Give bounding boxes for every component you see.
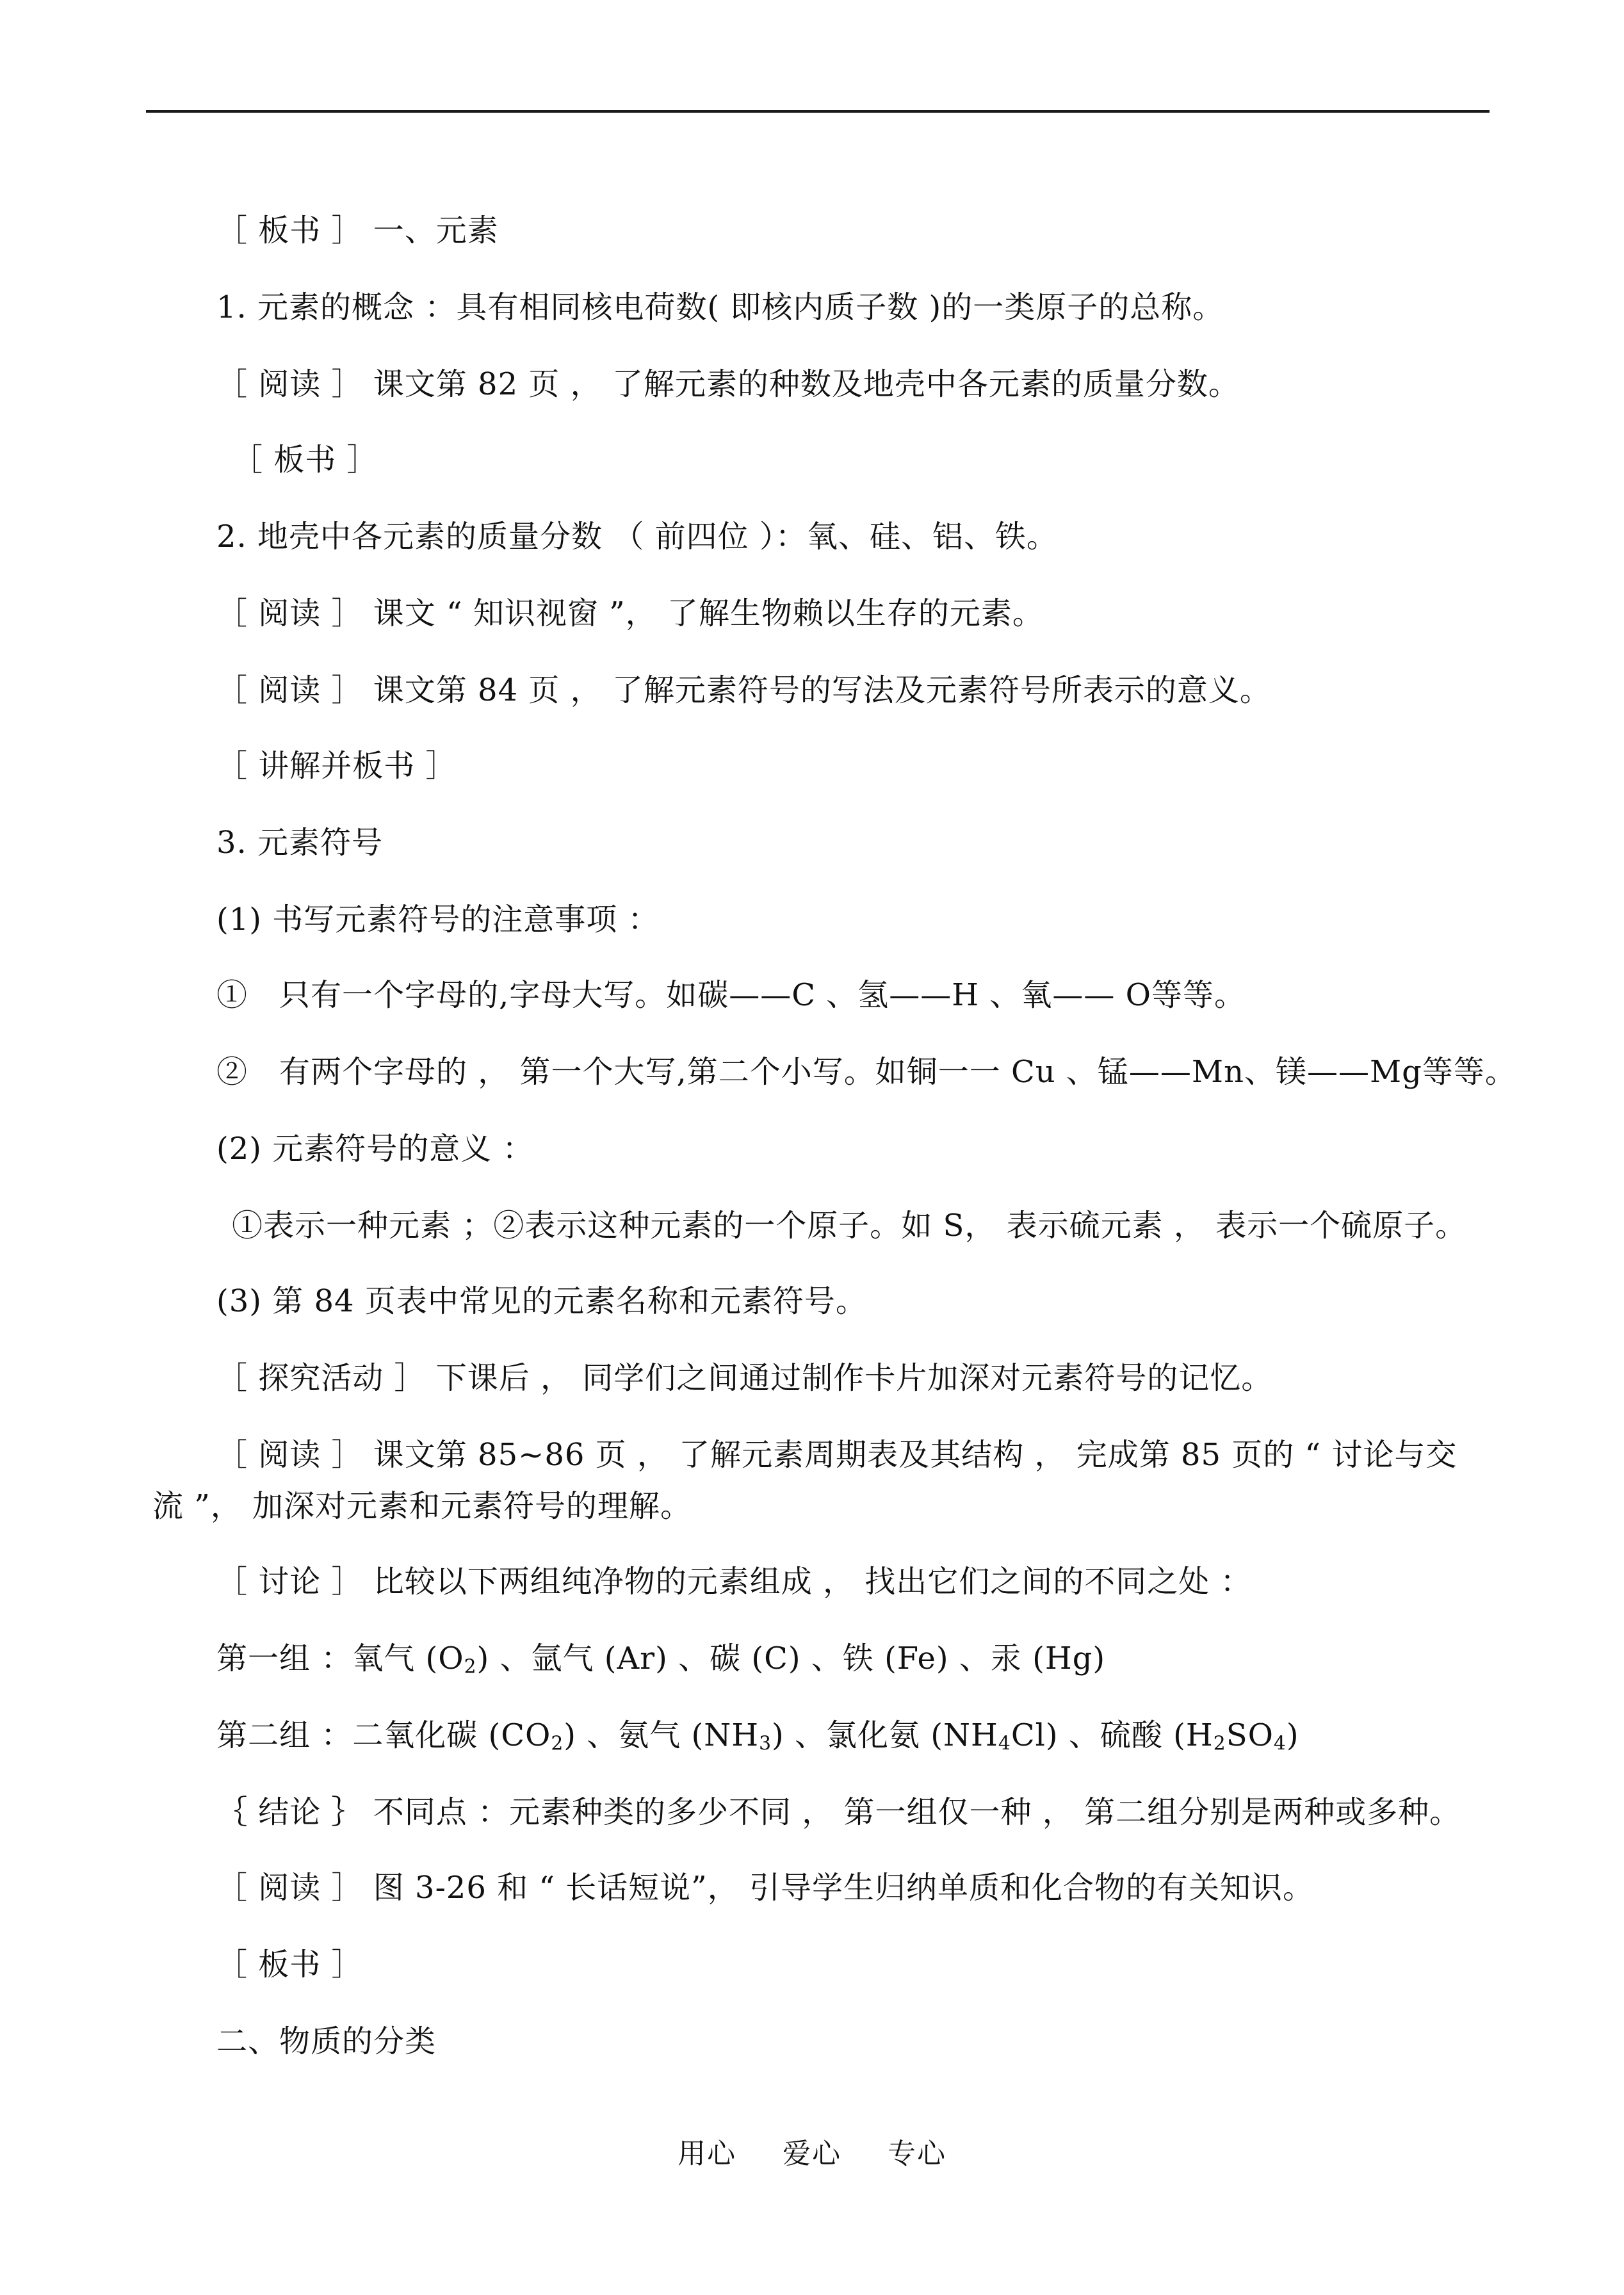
text-line: (3) 第 84 页表中常见的元素名称和元素符号。 (216, 1283, 867, 1319)
text-line: 3. 元素符号 (216, 825, 384, 861)
footer-word: 用心 (678, 2137, 736, 2170)
text-line: (2) 元素符号的意义 ： (216, 1131, 534, 1167)
text-line: (1) 书写元素符号的注意事项 ： (216, 902, 660, 937)
text-line: ② 有两个字母的 ， 第一个大写,第二个小写。如铜一一 Cu 、锰——Mn、镁——Mg等等。 (216, 1054, 1516, 1090)
text-line: ① 只有一个字母的,字母大写。如碳——C 、氢——H 、氧—— O等等。 (216, 977, 1246, 1013)
text-line: ［ 板书 ］ (232, 442, 378, 478)
text-line: ①表示一种元素 ；②表示这种元素的一个原子。如 S， 表示硫元素 ， 表示一个硫原子。 (232, 1208, 1467, 1244)
text-line: 2. 地壳中各元素的质量分数 （ 前四位 ）：氧、硅、铝、铁。 (216, 519, 1058, 555)
page-footer (0, 2136, 1624, 2172)
text-line: ［ 板书 ］ 一、元素 (216, 213, 499, 248)
text-line: ［ 讲解并板书 ］ (216, 748, 457, 784)
text-line: ［ 阅读 ］ 课文第 84 页 ， 了解元素符号的写法及元素符号所表示的意义。 (216, 672, 1271, 708)
text-line: 1. 元素的概念 ：具有相同核电荷数( 即核内质子数 )的一类原子的总称。 (216, 289, 1224, 325)
text-line: ［ 讨论 ］ 比较以下两组纯净物的元素组成 ， 找出它们之间的不同之处 ： (216, 1564, 1252, 1600)
text-line: ［ 阅读 ］ 图 3-26 和 “ 长话短说”， 引导学生归纳单质和化合物的有关知识。 (216, 1870, 1314, 1906)
text-line: ［ 阅读 ］ 课文第 85~86 页 ， 了解元素周期表及其结构 ， 完成第 85 页的 “ 讨论与交 (216, 1437, 1458, 1473)
footer-word: 爱心 (783, 2137, 841, 2170)
group-two-line: 第二组 ：二氧化碳 $(CO_2)$ 、氨气 $(NH_3)$ 、氯化氨 $(NH_4Cl)$ 、硫酸 $(H_2SO_4)$ (216, 1717, 1299, 1755)
header-rule (146, 110, 1490, 113)
text-line: ［ 阅读 ］ 课文第 82 页 ， 了解元素的种数及地壳中各元素的质量分数。 (216, 366, 1240, 402)
text-line: ［ 阅读 ］ 课文 “ 知识视窗 ”， 了解生物赖以生存的元素。 (216, 596, 1044, 631)
text-line: ［ 板书 ］ (216, 1947, 363, 1983)
text-line: 二、物质的分类 (216, 2023, 437, 2059)
text-line: ［ 探究活动 ］ 下课后 ， 同学们之间通过制作卡片加深对元素符号的记忆。 (216, 1360, 1273, 1396)
group-one-line: 第一组 ：氧气 $(O_2)$ 、氩气 (Ar) 、碳 (C) 、铁 (Fe) 、汞 (Hg) (216, 1641, 1106, 1678)
text-line: 流 ”， 加深对元素和元素符号的理解。 (152, 1488, 692, 1524)
text-line: ｛ 结论 ｝ 不同点 ：元素种类的多少不同 ， 第一组仅一种 ， 第二组分别是两种或多种。 (216, 1794, 1461, 1830)
footer-word: 专心 (888, 2137, 946, 2170)
